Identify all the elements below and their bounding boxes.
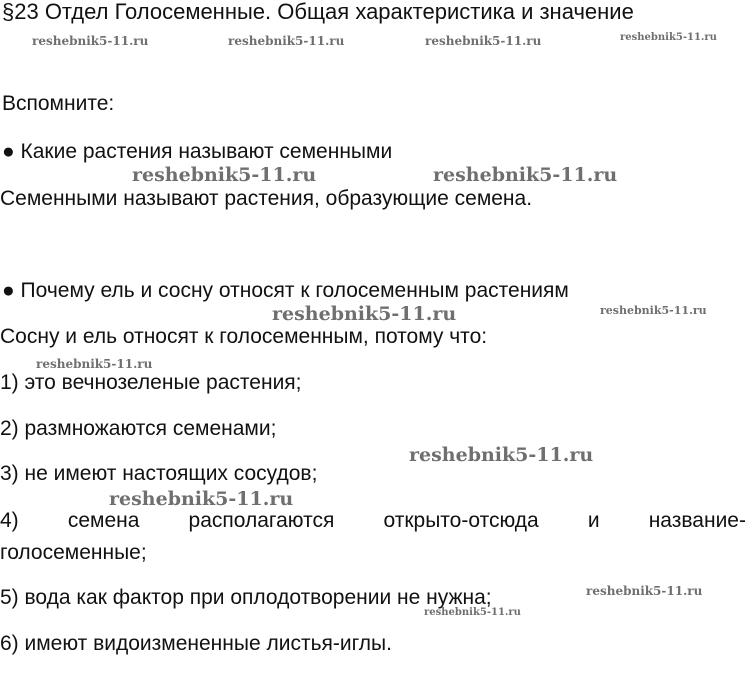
page-title: §23 Отдел Голосеменные. Общая характеристика и значение bbox=[2, 0, 634, 24]
list-item: 5) вода как фактор при оплодотворении не нужна; bbox=[0, 586, 492, 609]
answer-2-intro: Сосну и ель относят к голосеменным, потому что: bbox=[0, 325, 488, 348]
watermark: reshebnik5-11.ru bbox=[586, 584, 703, 598]
remember-label: Вспомните: bbox=[2, 92, 115, 115]
watermark: reshebnik5-11.ru bbox=[409, 444, 594, 466]
watermark: reshebnik5-11.ru bbox=[620, 32, 717, 43]
list-item-4-line-2: голосеменные; bbox=[0, 541, 147, 564]
watermark: reshebnik5-11.ru bbox=[433, 164, 618, 186]
word: 4) bbox=[0, 509, 19, 532]
list-item: 3) не имеют настоящих сосудов; bbox=[0, 462, 318, 485]
question-1: ● Какие растения называют семенными bbox=[2, 140, 393, 163]
watermark: reshebnik5-11.ru bbox=[272, 303, 457, 325]
watermark: reshebnik5-11.ru bbox=[600, 304, 707, 317]
question-2: ● Почему ель и сосну относят к голосеменным растениям bbox=[2, 279, 569, 302]
watermark: reshebnik5-11.ru bbox=[109, 488, 294, 510]
word: открыто-отсюда bbox=[383, 509, 539, 532]
word: название- bbox=[648, 509, 746, 532]
word: семена bbox=[67, 509, 140, 532]
list-item: 6) имеют видоизмененные листья-иглы. bbox=[0, 632, 392, 655]
watermark: reshebnik5-11.ru bbox=[32, 34, 149, 48]
word: и bbox=[587, 509, 600, 532]
watermark: reshebnik5-11.ru bbox=[424, 607, 521, 618]
word: располагаются bbox=[188, 509, 335, 532]
list-item: 1) это вечнозеленые растения; bbox=[0, 371, 302, 394]
list-item-4-line-1 bbox=[0, 509, 746, 533]
watermark: reshebnik5-11.ru bbox=[228, 34, 345, 48]
watermark: reshebnik5-11.ru bbox=[132, 164, 317, 186]
list-item: 2) размножаются семенами; bbox=[0, 417, 277, 440]
watermark: reshebnik5-11.ru bbox=[36, 357, 153, 371]
answer-1: Семенными называют растения, образующие семена. bbox=[0, 187, 533, 210]
watermark: reshebnik5-11.ru bbox=[425, 34, 542, 48]
